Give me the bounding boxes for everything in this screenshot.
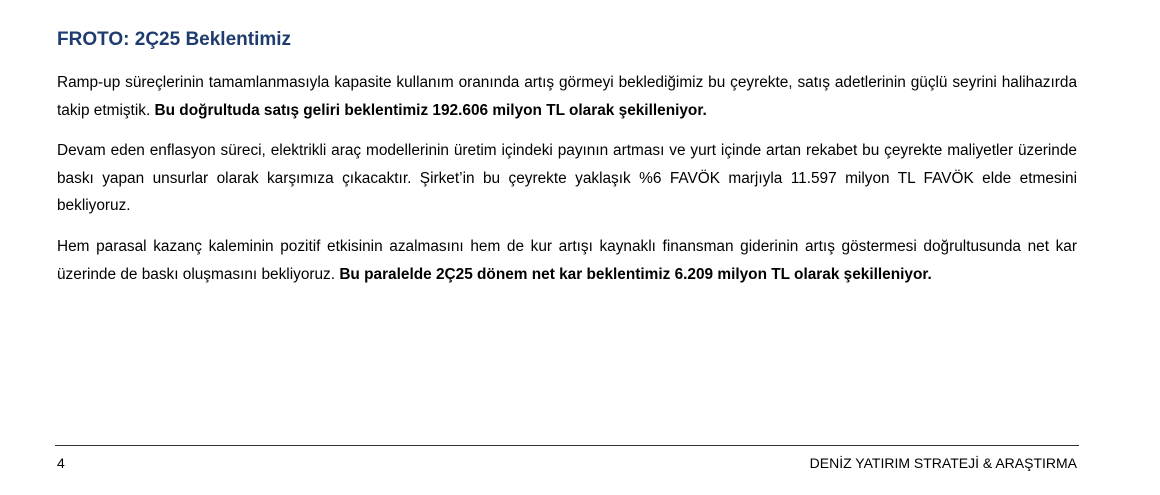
paragraph-net-profit-text: Hem parasal kazanç kaleminin pozitif etkisinin azalmasını hem de kur artışı kaynaklı finansman giderinin artış göstermesi doğrultusunda net kar üzerinde de baskı oluşmasını bekliyoruz. [57, 238, 1077, 283]
paragraph-ebitda [57, 137, 1077, 220]
paragraph-sales-text: Ramp-up süreçlerinin tamamlanmasıyla kapasite kullanım oranında artış görmeyi beklediğimiz bu çeyrekte, satış adetlerinin güçlü seyrini halihazırda takip etmiştik. [57, 74, 1077, 119]
paragraph-net-profit-highlight: Bu paralelde 2Ç25 dönem net kar beklentimiz 6.209 milyon TL olarak şekilleniyor. [339, 265, 932, 283]
paragraph-net-profit [57, 233, 1077, 288]
footer-brand: DENİZ YATIRIM STRATEJİ & ARAŞTIRMA [809, 455, 1077, 471]
footer-divider [55, 445, 1079, 446]
page-number: 4 [57, 455, 65, 471]
paragraph-sales [57, 69, 1077, 124]
section-heading: FROTO: 2Ç25 Beklentimiz [57, 29, 292, 50]
paragraph-sales-highlight: Bu doğrultuda satış geliri beklentimiz 192.606 milyon TL olarak şekilleniyor. [154, 101, 707, 119]
paragraph-ebitda-text: Devam eden enflasyon süreci, elektrikli araç modellerinin üretim içindeki payının artması ve yurt içinde artan rekabet bu çeyrekte maliyetler üzerinde baskı yapan unsurlar olarak karşımıza çıkacaktır. Şirket’in bu çeyrekte yaklaşık %6 FAVÖK marjıyla 11.597 milyon TL FAVÖK elde etmesini bekliyoruz. [57, 142, 1077, 214]
